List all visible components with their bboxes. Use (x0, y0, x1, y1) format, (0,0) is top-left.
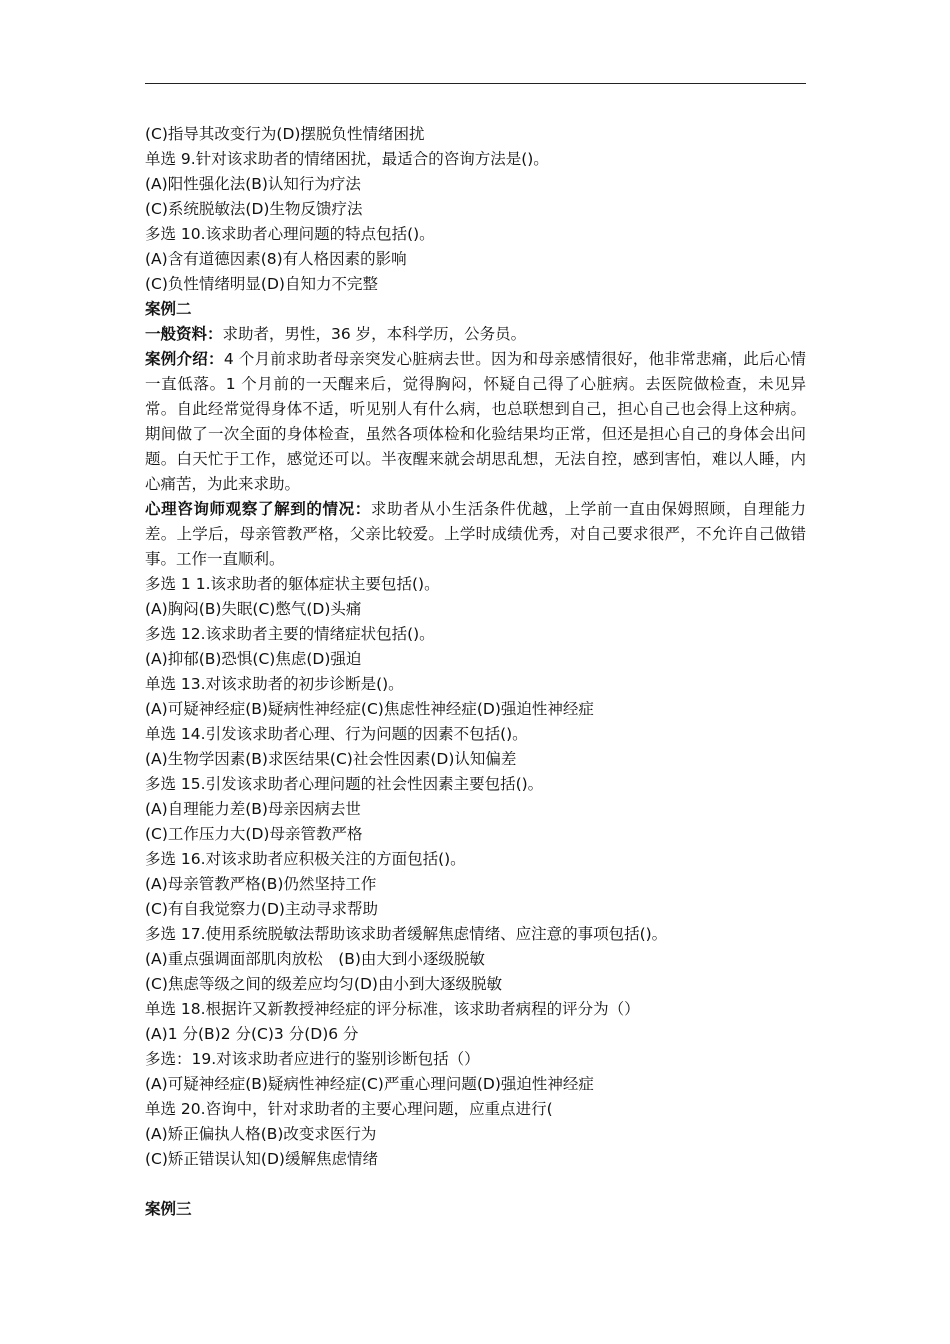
options-line: (A)母亲管教严格(B)仍然坚持工作 (145, 875, 377, 893)
question-19: 多选：19.对该求助者应进行的鉴别诊断包括（） (145, 1050, 480, 1068)
options-line: (C)系统脱敏法(D)生物反馈疗法 (145, 200, 363, 218)
question-15: 多选 15.引发该求助者心理问题的社会性因素主要包括()。 (145, 775, 544, 793)
options-line: (A)自理能力差(B)母亲因病去世 (145, 800, 361, 818)
options-line: (A)抑郁(B)恐惧(C)焦虑(D)强迫 (145, 650, 362, 668)
question-17: 多选 17.使用系统脱敏法帮助该求助者缓解焦虑情绪、应注意的事项包括()。 (145, 925, 668, 943)
options-line: (A)胸闷(B)失眠(C)憋气(D)头痛 (145, 600, 362, 618)
question-13: 单选 13.对该求助者的初步诊断是()。 (145, 675, 404, 693)
options-line: (A)1 分(B)2 分(C)3 分(D)6 分 (145, 1025, 359, 1043)
question-10: 多选 10.该求助者心理问题的特点包括()。 (145, 225, 435, 243)
question-11: 多选 1 1.该求助者的躯体症状主要包括()。 (145, 575, 440, 593)
general-info-label: 一般资料： (145, 325, 223, 343)
options-line: (A)重点强调面部肌肉放松 (B)由大到小逐级脱敏 (145, 950, 485, 968)
case-intro-label: 案例介绍： (145, 350, 224, 368)
observation-label: 心理咨询师观察了解到的情况： (145, 500, 371, 518)
counselor-observation (145, 497, 806, 572)
case2-heading: 案例二 (145, 300, 192, 318)
options-line: (A)生物学因素(B)求医结果(C)社会性因素(D)认知偏差 (145, 750, 517, 768)
header-rule (145, 83, 806, 84)
general-info-text: 求助者，男性，36 岁，本科学历，公务员。 (222, 325, 527, 343)
options-line: (A)含有道德因素(8)有人格因素的影响 (145, 250, 407, 268)
options-line: (C)矫正错误认知(D)缓解焦虑情绪 (145, 1150, 378, 1168)
text-line: (C)指导其改变行为(D)摆脱负性情绪困扰 (145, 125, 425, 143)
question-20: 单选 20.咨询中，针对求助者的主要心理问题，应重点进行( (145, 1100, 553, 1118)
case3-heading: 案例三 (145, 1200, 192, 1218)
options-line: (A)可疑神经症(B)疑病性神经症(C)焦虑性神经症(D)强迫性神经症 (145, 700, 594, 718)
question-14: 单选 14.引发该求助者心理、行为问题的因素不包括()。 (145, 725, 528, 743)
options-line: (A)可疑神经症(B)疑病性神经症(C)严重心理问题(D)强迫性神经症 (145, 1075, 594, 1093)
question-9: 单选 9.针对该求助者的情绪困扰，最适合的咨询方法是()。 (145, 150, 549, 168)
document-body (145, 122, 806, 1222)
options-line: (C)有自我觉察力(D)主动寻求帮助 (145, 900, 378, 918)
case-intro-text: 4 个月前求助者母亲突发心脏病去世。因为和母亲感情很好，他非常悲痛，此后心情一直低落。1 个月前的一天醒来后，觉得胸闷，怀疑自己得了心脏病。去医院做检查，未见异常。自此经常觉得身体不适，听见别人有什么病，也总联想到自己，担心自己也会得上这种病。期间做了一次全面的身体检查，虽然各项体检和化验结果均正常，但还是担心自己的身体会出问题。白天忙于工作，感觉还可以。半夜醒来就会胡思乱想，无法自控，感到害怕，难以人睡，内心痛苦，为此来求助。 (145, 350, 806, 493)
spacer (145, 1172, 806, 1197)
observation-text: 求助者从小生活条件优越，上学前一直由保姆照顾，自理能力差。上学后，母亲管教严格，父亲比较爱。上学时成绩优秀，对自己要求很严，不允许自己做错事。工作一直顺利。 (145, 500, 806, 568)
case-intro (145, 347, 806, 497)
question-12: 多选 12.该求助者主要的情绪症状包括()。 (145, 625, 435, 643)
options-line: (A)阳性强化法(B)认知行为疗法 (145, 175, 361, 193)
question-16: 多选 16.对该求助者应积极关注的方面包括()。 (145, 850, 466, 868)
options-line: (C)焦虑等级之间的级差应均匀(D)由小到大逐级脱敏 (145, 975, 502, 993)
options-line: (C)工作压力大(D)母亲管教严格 (145, 825, 363, 843)
options-line: (A)矫正偏执人格(B)改变求医行为 (145, 1125, 377, 1143)
options-line: (C)负性情绪明显(D)自知力不完整 (145, 275, 378, 293)
general-info (145, 322, 806, 347)
question-18: 单选 18.根据许又新教授神经症的评分标准，该求助者病程的评分为（） (145, 1000, 640, 1018)
